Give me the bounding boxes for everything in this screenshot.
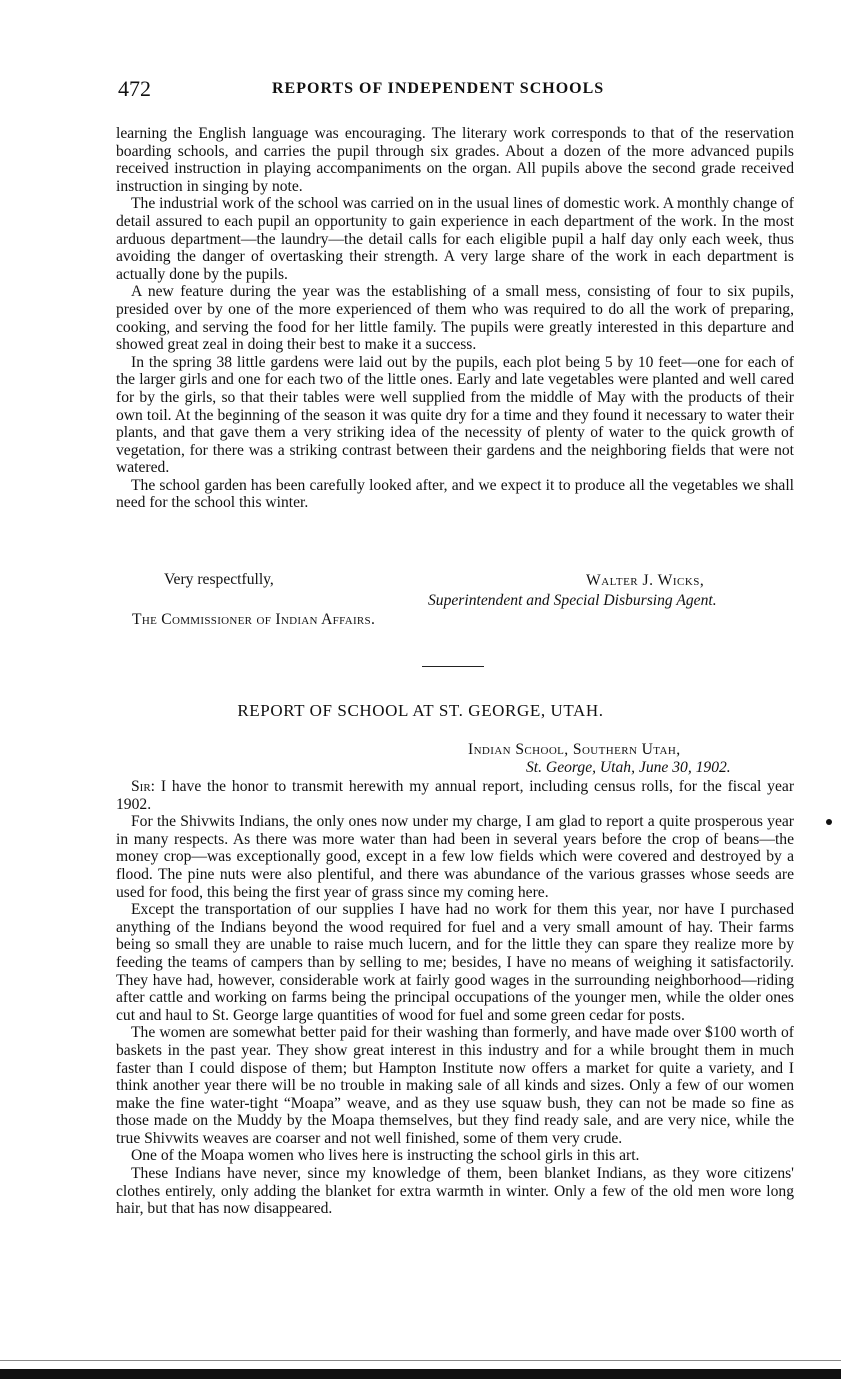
paragraph: The women are somewhat better paid for their washing than formerly, and have made over $100 worth of baskets in the past year. They show great interest in this industry and for a while brought them in much faster than I could dispose of them; but Hampton Institute now offers a market for quite a variety, and I think another year there will be no trouble in making sale of all kinds and sizes. Only a few of our women make the fine water-tight “Moapa” weave, and as they use squaw bush, they can not be made so fine as those made on the Muddy by the Moapa themselves, but they find ready sale, and are very nice, while the true Shivwits weaves are coarser and not well finished, some of them very crude. — [116, 1024, 794, 1147]
salutation: Sir: — [131, 778, 156, 795]
signer-title: Superintendent and Special Disbursing Agent. — [428, 592, 717, 609]
signer-name: Walter J. Wicks, — [586, 572, 705, 589]
paragraph: In the spring 38 little gardens were laid out by the pupils, each plot being 5 by 10 feet—one for each of the larger girls and one for each two of the little ones. Early and late vegetables were planted and well cared for by the girls, so that their tables were well supplied from the middle of May with the products of their own toil. At the beginning of the season it was quite dry for a time and they found it necessary to water their plants, and that gave them a very striking idea of the necessity of plenty of water to the quick growth of vegetation, for there was a striking contrast between their gardens and the neighboring fields that were not watered. — [116, 353, 794, 477]
paragraph: The industrial work of the school was carried on in the usual lines of domestic work. A monthly change of detail assured to each pupil an opportunity to gain experience in each department of the work. In the most arduous department—the laundry—the detail calls for each eligible pupil a half day only each week, thus avoiding the danger of overtasking their strength. A very large share of the work in each department is actually done by the pupils. — [116, 195, 794, 283]
section-divider — [422, 666, 484, 667]
paragraph: For the Shivwits Indians, the only ones now under my charge, I am glad to report a quite prosperous year in many respects. As there was more water than had been in several years before the crop of beans—the money crop—was exceptionally good, except in a few low fields which were covered and destroyed by a flood. The pine nuts were also plentiful, and there was abundance of the various grasses whose seeds are used for food, this being the first year of grass since my coming here. — [116, 813, 794, 901]
margin-dot — [826, 819, 832, 825]
paragraph: learning the English language was encouraging. The literary work corresponds to that of the reservation boarding schools, and carries the pupil through six grades. About a dozen of the more advanced pupils received instruction in playing accompaniments on the organ. All pupils above the second grade received instruction in singing by note. — [116, 125, 794, 195]
scan-edge-line — [0, 1360, 841, 1361]
closing: Very respectfully, — [164, 571, 274, 588]
paragraph: The school garden has been carefully looked after, and we expect it to produce all the vegetables we shall need for the school this winter. — [116, 476, 794, 512]
place-line-2: St. George, Utah, June 30, 1902. — [526, 759, 731, 776]
letter-body — [116, 125, 794, 512]
paragraph: Except the transportation of our supplies I have had no work for them this year, nor have I purchased anything of the Indians beyond the wood required for fuel and a very small amount of hay. Their farms being so small they are unable to raise much lucern, and for the little they can spare they realize more by feeding the teams of campers than by selling to me; besides, I have no means of weighing it satisfactorily. They have had, however, considerable work at fairly good wages in the surrounding neighborhood—riding after cattle and working on farms being the principal occupations of the younger men, while the older ones cut and haul to St. George large quantities of wood for fuel and some green cedar for posts. — [116, 901, 794, 1024]
paragraph: These Indians have never, since my knowledge of them, been blanket Indians, as they wore citizens' clothes entirely, only adding the blanket for extra warmth in winter. Only a few of the old men wore long hair, but that has now disappeared. — [116, 1165, 794, 1218]
addressee: The Commissioner of Indian Affairs. — [132, 611, 376, 628]
paragraph — [116, 778, 794, 813]
running-head: REPORTS OF INDEPENDENT SCHOOLS — [272, 80, 605, 97]
signature-row — [116, 571, 794, 591]
paragraph: A new feature during the year was the establishing of a small mess, consisting of four to six pupils, presided over by one of the more experienced of them who was required to do all the work of preparing, cooking, and serving the food for her little family. The pupils were greatly interested in this departure and showed great zeal in doing their best to make it a success. — [116, 283, 794, 354]
page-header — [118, 76, 794, 106]
place-line-1: Indian School, Southern Utah, — [468, 741, 681, 758]
paragraph: One of the Moapa women who lives here is instructing the school girls in this art. — [131, 1147, 640, 1165]
page-number: 472 — [118, 76, 151, 101]
scan-edge-bar — [0, 1369, 841, 1379]
report-body — [116, 778, 794, 1218]
report-title: REPORT OF SCHOOL AT ST. GEORGE, UTAH. — [237, 701, 604, 720]
paragraph-text: I have the honor to transmit herewith my annual report, including census rolls, for the fiscal year 1902. — [116, 778, 795, 813]
